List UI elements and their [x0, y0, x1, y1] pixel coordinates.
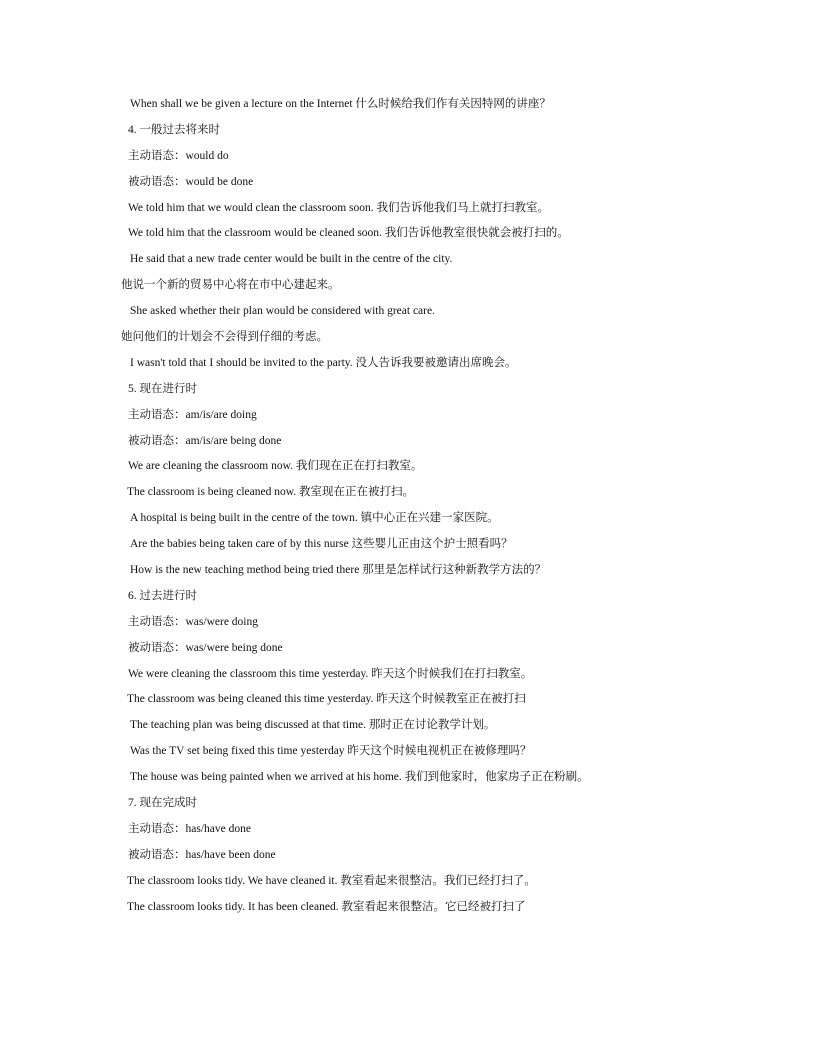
section-heading: 7. 现在完成时 — [128, 797, 197, 810]
text-line: 她问他们的计划会不会得到仔细的考虑。 — [121, 331, 328, 344]
text-line: 他说一个新的贸易中心将在市中心建起来。 — [121, 279, 340, 292]
text-line: 主动语态：would do — [128, 149, 229, 162]
text-line: Was the TV set being fixed this time yesterday 昨天这个时候电视机正在被修理吗？ — [130, 745, 532, 758]
text-line: When shall we be given a lecture on the Internet 什么时候给我们作有关因特网的讲座？ — [130, 98, 551, 110]
text-line: The classroom looks tidy. We have cleaned it. 教室看起来很整洁。我们已经打扫了。 — [127, 874, 536, 887]
section-heading: 5. 现在进行时 — [128, 382, 197, 395]
section-heading: 6. 过去进行时 — [128, 589, 197, 602]
text-line: 被动语态：was/were being done — [128, 641, 283, 654]
text-line: 主动语态：has/have done — [128, 822, 251, 835]
text-line: The classroom looks tidy. It has been cleaned. 教室看起来很整洁。它已经被打扫了 — [127, 900, 526, 913]
text-line: 被动语态：am/is/are being done — [128, 434, 282, 447]
text-line: The teaching plan was being discussed at that time. 那时正在讨论教学计划。 — [130, 719, 496, 732]
text-line: The house was being painted when we arrived at his home. 我们到他家时，他家房子正在粉刷。 — [130, 771, 589, 784]
text-line: We told him that we would clean the classroom soon. 我们告诉他我们马上就打扫教室。 — [128, 201, 550, 214]
text-line: The classroom was being cleaned this time yesterday. 昨天这个时候教室正在被打扫 — [127, 693, 526, 706]
text-line: How is the new teaching method being tried there 那里是怎样试行这种新教学方法的？ — [130, 564, 547, 577]
text-line: 被动语态：would be done — [128, 175, 254, 188]
text-line: We told him that the classroom would be cleaned soon. 我们告诉他教室很快就会被打扫的。 — [128, 227, 569, 240]
text-line: He said that a new trade center would be built in the centre of the city. — [130, 253, 453, 266]
text-line: We were cleaning the classroom this time yesterday. 昨天这个时候我们在打扫教室。 — [128, 667, 533, 680]
text-line: Are the babies being taken care of by this nurse 这些婴儿正由这个护士照看吗？ — [130, 538, 513, 551]
text-line: She asked whether their plan would be considered with great care. — [130, 305, 435, 318]
text-line: 被动语态：has/have been done — [128, 848, 276, 861]
text-line: The classroom is being cleaned now. 教室现在正在被打扫。 — [127, 486, 415, 499]
text-line: I wasn't told that I should be invited to the party. 没人告诉我要被邀请出席晚会。 — [130, 356, 517, 369]
text-line: We are cleaning the classroom now. 我们现在正在打扫教室。 — [128, 460, 423, 473]
section-heading: 4. 一般过去将来时 — [128, 123, 220, 136]
text-line: 主动语态：was/were doing — [128, 615, 258, 628]
document-body — [0, 92, 816, 921]
text-line: A hospital is being built in the centre of the town. 镇中心正在兴建一家医院。 — [130, 512, 499, 525]
text-line: 主动语态：am/is/are doing — [128, 408, 257, 421]
